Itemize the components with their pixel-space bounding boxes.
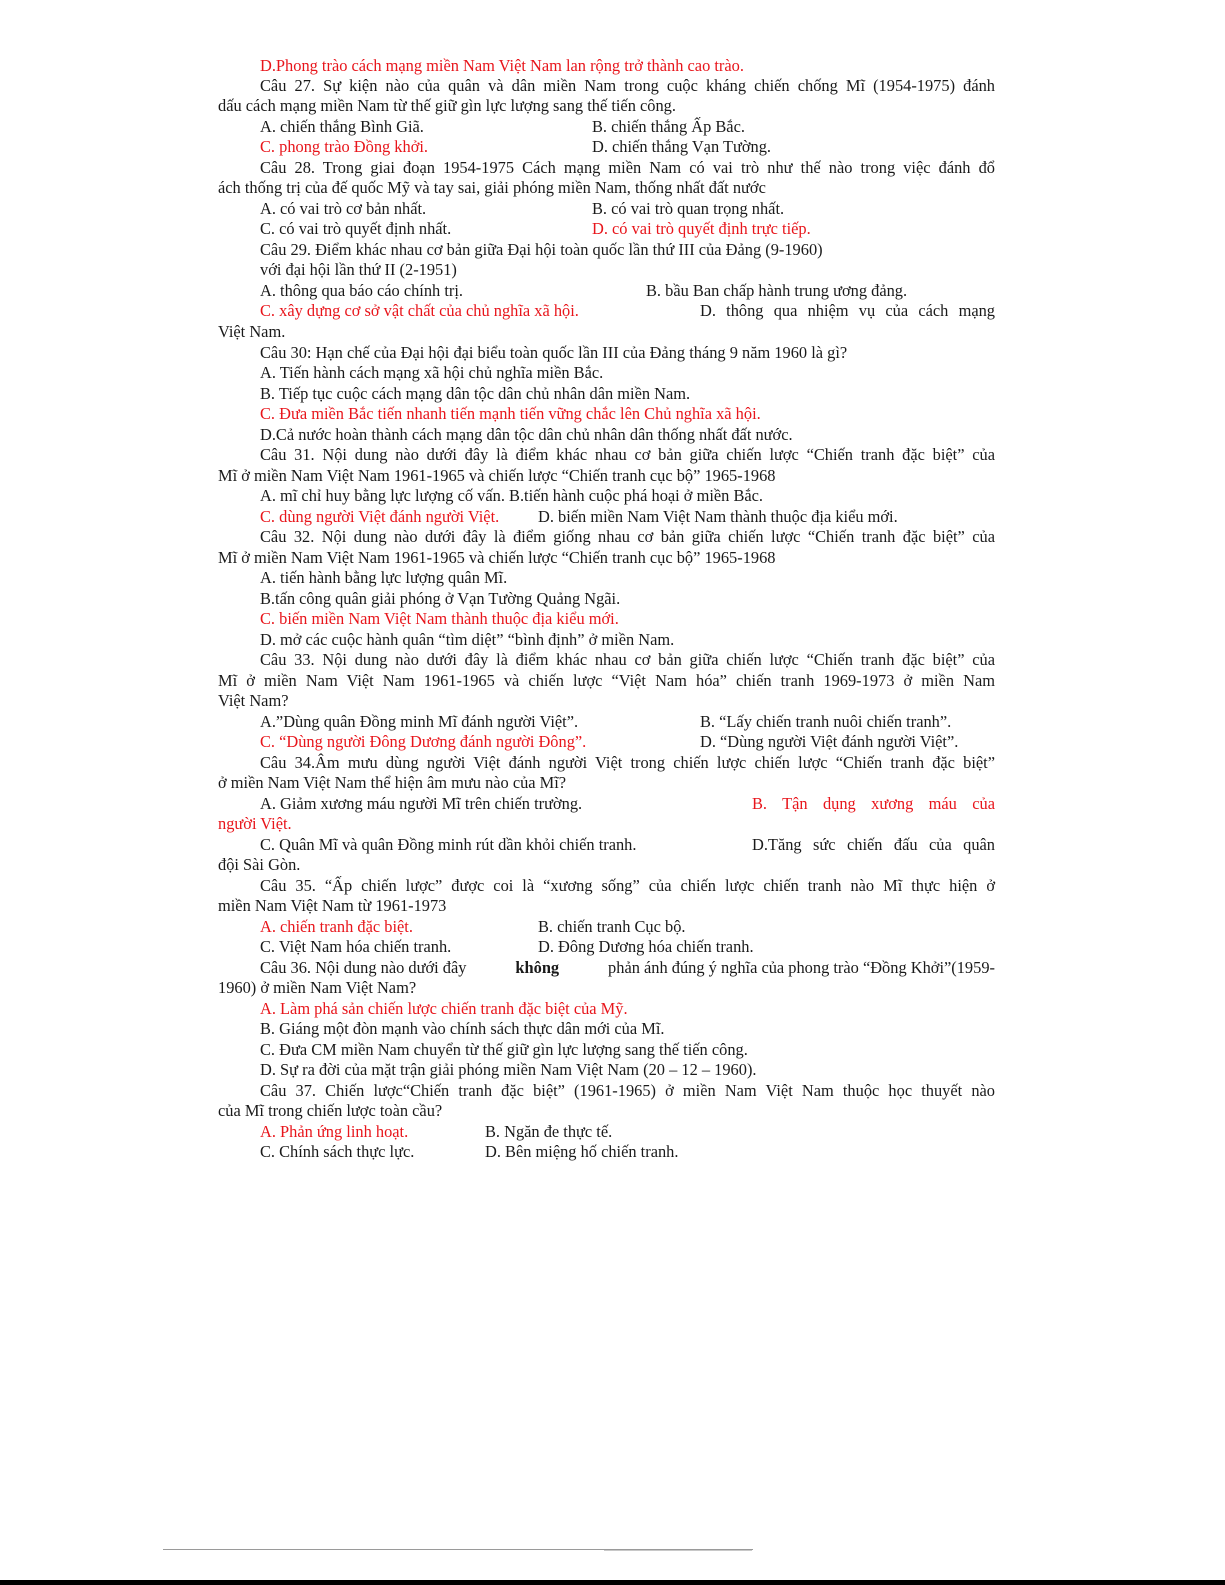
- option-a-answer: A. Phản ứng linh hoạt.: [260, 1122, 409, 1141]
- question-line: với đại hội lần thứ II (2-1951): [260, 260, 457, 279]
- option-c-answer: C. phong trào Đồng khởi.: [260, 137, 429, 156]
- option-d: D.Tăng sức chiến đấu của quân: [752, 835, 995, 854]
- option-a: A. tiến hành bằng lực lượng quân Mĩ.: [260, 568, 508, 587]
- question-line: dấu cách mạng miền Nam từ thế giữ gìn lực lượng sang thế tiến công.: [218, 96, 676, 115]
- option-a: A. có vai trò cơ bản nhất.: [260, 199, 427, 218]
- question-line: miền Nam Việt Nam từ 1961-1973: [218, 896, 447, 915]
- option-b: B. chiến thắng Ấp Bắc.: [592, 117, 745, 136]
- option-d: D. “Dùng người Việt đánh người Việt”.: [700, 732, 959, 751]
- options-ab: A. mĩ chỉ huy bằng lực lượng cố vấn. B.tiến hành cuộc phá hoại ở miền Bắc.: [260, 486, 764, 505]
- question-34: Câu 34.Âm mưu dùng người Việt đánh người Việt trong chiến lược chiến lược “Chiến tranh đặc biệt”: [260, 753, 995, 772]
- option-b: B. Giáng một đòn mạnh vào chính sách thực dân mới của Mĩ.: [260, 1019, 665, 1038]
- option-c-answer: C. biến miền Nam Việt Nam thành thuộc địa kiểu mới.: [260, 609, 619, 628]
- option-d-cont: đội Sài Gòn.: [218, 855, 301, 874]
- option-d-answer: D. có vai trò quyết định trực tiếp.: [592, 219, 811, 238]
- option-a-answer: A. Làm phá sản chiến lược chiến tranh đặc biệt của Mỹ.: [260, 999, 628, 1018]
- answer-line: D.Phong trào cách mạng miền Nam Việt Nam lan rộng trở thành cao trào.: [260, 56, 744, 75]
- option-c-answer: C. dùng người Việt đánh người Việt.: [260, 507, 500, 526]
- option-d: D. mở các cuộc hành quân “tìm diệt” “bình định” ở miền Nam.: [260, 630, 675, 649]
- question-27: Câu 27. Sự kiện nào của quân và dân miền Nam trong cuộc kháng chiến chống Mĩ (1954-1975) đánh: [260, 76, 995, 95]
- option-d: D. biến miền Nam Việt Nam thành thuộc địa kiểu mới.: [538, 507, 898, 526]
- question-33: Câu 33. Nội dung nào dưới đây là điểm khác nhau cơ bản giữa chiến lược “Chiến tranh đặc biệt” của: [260, 650, 995, 669]
- question-line: ở miền Nam Việt Nam thể hiện âm mưu nào của Mĩ?: [218, 773, 567, 792]
- option-d: D. Sự ra đời của mặt trận giải phóng miền Nam Việt Nam (20 – 12 – 1960).: [260, 1060, 757, 1079]
- question-line: Mĩ ở miền Nam Việt Nam 1961-1965 và chiến lược “Chiến tranh cục bộ” 1965-1968: [218, 466, 776, 485]
- option-a: A. Tiến hành cách mạng xã hội chủ nghĩa miền Bắc.: [260, 363, 604, 382]
- option-c: C. Đưa CM miền Nam chuyển từ thế giữ gìn lực lượng sang thế tiến công.: [260, 1040, 748, 1059]
- option-a-answer: A. chiến tranh đặc biệt.: [260, 917, 413, 936]
- option-c: C. Chính sách thực lực.: [260, 1142, 415, 1161]
- footer-divider-faint: [604, 1550, 752, 1551]
- question-30: Câu 30: Hạn chế của Đại hội đại biểu toàn quốc lần III của Đảng tháng 9 năm 1960 là gì?: [260, 343, 848, 362]
- question-31: Câu 31. Nội dung nào dưới đây là điểm khác nhau cơ bản giữa chiến lược “Chiến tranh đặc biệt” của: [260, 445, 995, 464]
- option-d: D. Đông Dương hóa chiến tranh.: [538, 937, 754, 956]
- option-b-answer: B. Tận dụng xương máu của: [752, 794, 995, 813]
- question-line: Mĩ ở miền Nam Việt Nam 1961-1965 và chiến lược “Việt Nam hóa” chiến tranh 1969-1973 ở miền Nam: [218, 671, 995, 690]
- question-line: của Mĩ trong chiến lược toàn cầu?: [218, 1101, 443, 1120]
- option-b: B. Ngăn đe thực tế.: [485, 1122, 613, 1141]
- question-36-end: phản ánh đúng ý nghĩa của phong trào “Đồng Khởi”(1959-: [608, 958, 995, 977]
- option-d-cont: Việt Nam.: [218, 322, 286, 341]
- question-35: Câu 35. “Ấp chiến lược” được coi là “xương sống” của chiến lược chiến tranh nào Mĩ thực hiện ở: [260, 876, 995, 895]
- option-d: D. chiến thắng Vạn Tường.: [592, 137, 772, 156]
- question-28: Câu 28. Trong giai đoạn 1954-1975 Cách mạng miền Nam có vai trò như thế nào trong việc đánh đổ: [260, 158, 995, 177]
- option-d: D. Bên miệng hố chiến tranh.: [485, 1142, 679, 1161]
- bottom-edge-bar: [0, 1580, 1225, 1585]
- option-b: B. có vai trò quan trọng nhất.: [592, 199, 785, 218]
- question-32: Câu 32. Nội dung nào dưới đây là điểm giống nhau cơ bản giữa chiến lược “Chiến tranh đặc biệt” của: [260, 527, 995, 546]
- option-d: D.Cả nước hoàn thành cách mạng dân tộc dân chủ nhân dân thống nhất đất nước.: [260, 425, 793, 444]
- option-c: C. có vai trò quyết định nhất.: [260, 219, 452, 238]
- option-b: B. Tiếp tục cuộc cách mạng dân tộc dân chủ nhân dân miền Nam.: [260, 384, 691, 403]
- option-a: A. chiến thắng Bình Giã.: [260, 117, 424, 136]
- question-line: Mĩ ở miền Nam Việt Nam 1961-1965 và chiến lược “Chiến tranh cục bộ” 1965-1968: [218, 548, 776, 567]
- option-a: A. thông qua báo cáo chính trị.: [260, 281, 464, 300]
- option-b: B. bầu Ban chấp hành trung ương đảng.: [646, 281, 908, 300]
- option-c-answer: C. Đưa miền Bắc tiến nhanh tiến mạnh tiến vững chắc lên Chủ nghĩa xã hội.: [260, 404, 761, 423]
- question-36-start: Câu 36. Nội dung nào dưới đây: [260, 958, 467, 977]
- question-line: 1960) ở miền Nam Việt Nam?: [218, 978, 417, 997]
- option-c: C. Việt Nam hóa chiến tranh.: [260, 937, 452, 956]
- option-a: A.”Dùng quân Đồng minh Mĩ đánh người Việt”.: [260, 712, 579, 731]
- question-37: Câu 37. Chiến lược“Chiến tranh đặc biệt” (1961-1965) ở miền Nam Việt Nam thuộc học thuyết nào: [260, 1081, 995, 1100]
- question-36: [260, 958, 995, 978]
- option-b: B.tấn công quân giải phóng ở Vạn Tường Quảng Ngãi.: [260, 589, 621, 608]
- question-line: ách thống trị của đế quốc Mỹ và tay sai, giải phóng miền Nam, thống nhất đất nước: [218, 178, 766, 197]
- option-b: B. “Lấy chiến tranh nuôi chiến tranh”.: [700, 712, 952, 731]
- option-b: B. chiến tranh Cục bộ.: [538, 917, 686, 936]
- option-d: D. thông qua nhiệm vụ của cách mạng: [700, 301, 995, 320]
- option-a: A. Giảm xương máu người Mĩ trên chiến trường.: [260, 794, 583, 813]
- option-b-answer-cont: người Việt.: [218, 814, 292, 833]
- option-c: C. Quân Mĩ và quân Đồng minh rút dần khỏi chiến tranh.: [260, 835, 637, 854]
- option-c-answer: C. “Dùng người Đông Dương đánh người Đông”.: [260, 732, 587, 751]
- question-line: Việt Nam?: [218, 691, 289, 710]
- question-29: Câu 29. Điểm khác nhau cơ bản giữa Đại hội toàn quốc lần thứ III của Đảng (9-1960): [260, 240, 823, 259]
- question-36-emphasis: không: [515, 958, 560, 977]
- option-c-answer: C. xây dựng cơ sở vật chất của chủ nghĩa xã hội.: [260, 301, 579, 320]
